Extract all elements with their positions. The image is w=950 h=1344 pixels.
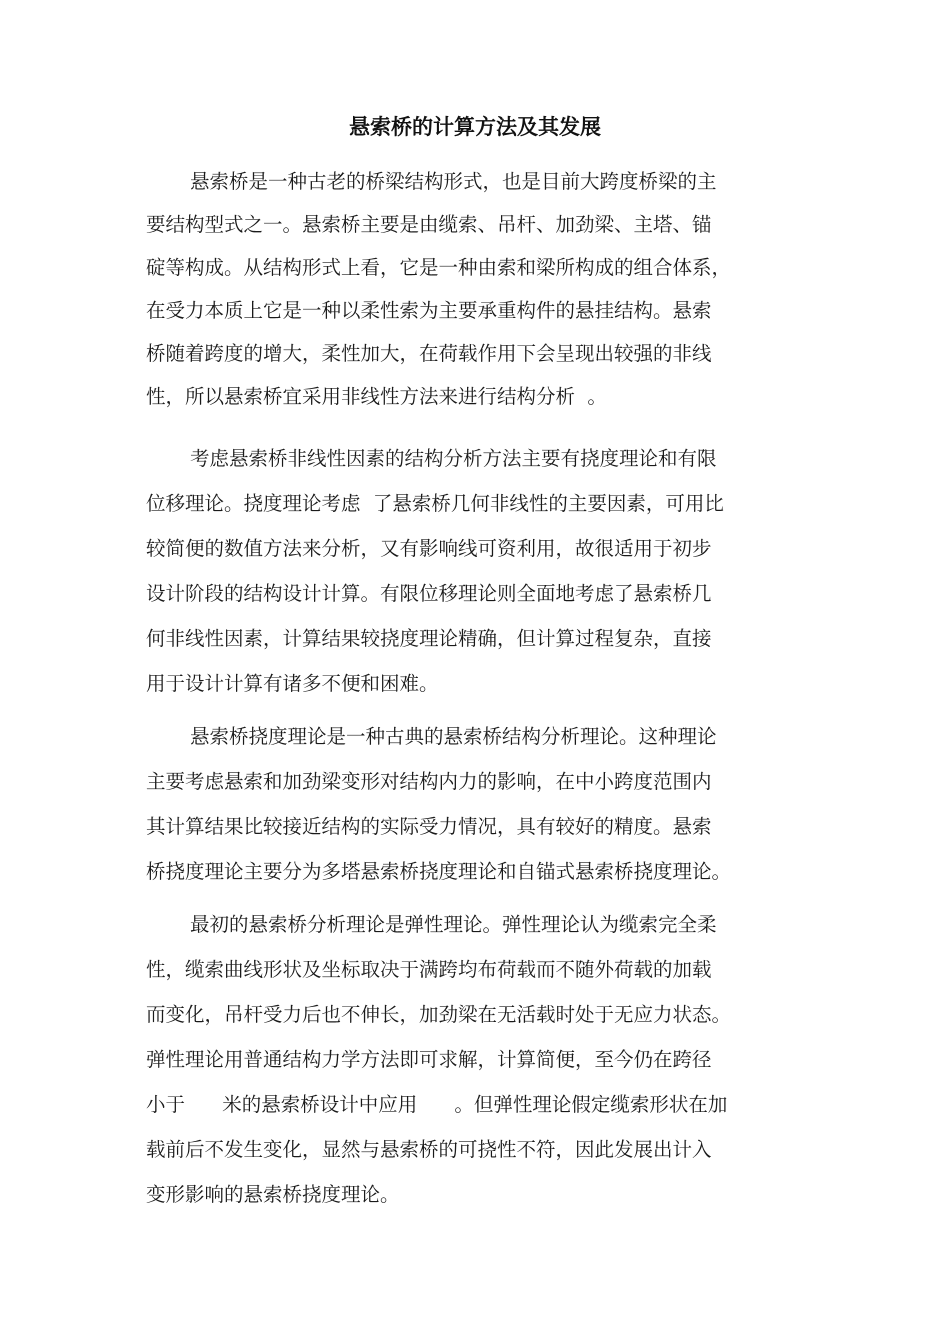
- paragraph-line: 性，缆索曲线形状及坐标取决于满跨均布荷载而不随外荷载的加载: [146, 958, 712, 981]
- paragraph-line: 桥挠度理论主要分为多塔悬索桥挠度理论和自锚式悬索桥挠度理论。: [146, 860, 732, 883]
- paragraph-line: 位移理论。挠度理论考虑 了悬索桥几何非线性的主要因素，可用比: [146, 492, 724, 515]
- paragraph-line: 桥随着跨度的增大，柔性加大，在荷载作用下会呈现出较强的非线: [146, 342, 712, 365]
- paragraph-line: 较简便的数值方法来分析，又有影响线可资利用，故很适用于初步: [146, 537, 712, 560]
- paragraph-line: 在受力本质上它是一种以柔性索为主要承重构件的悬挂结构。悬索: [146, 299, 712, 322]
- paragraph-line: 弹性理论用普通结构力学方法即可求解，计算简便，至今仍在跨径: [146, 1048, 712, 1071]
- paragraph-line: 性，所以悬索桥宜采用非线性方法来进行结构分析 。: [146, 385, 607, 408]
- paragraph-line: 何非线性因素，计算结果较挠度理论精确，但计算过程复杂，直接: [146, 627, 712, 650]
- paragraph-line: 最初的悬索桥分析理论是弹性理论。弹性理论认为缆索完全柔: [190, 913, 717, 936]
- paragraph-line: 用于设计计算有诸多不便和困难。: [146, 672, 439, 695]
- paragraph-line: 其计算结果比较接近结构的实际受力情况，具有较好的精度。悬索: [146, 815, 712, 838]
- paragraph-line: 考虑悬索桥非线性因素的结构分析方法主要有挠度理论和有限: [190, 447, 717, 470]
- paragraph-line: 要结构型式之一。悬索桥主要是由缆索、吊杆、加劲梁、主塔、锚: [146, 213, 712, 236]
- paragraph-line: 载前后不发生变化，显然与悬索桥的可挠性不符，因此发展出计入: [146, 1138, 712, 1161]
- paragraph-line: 悬索桥是一种古老的桥梁结构形式，也是目前大跨度桥梁的主: [190, 170, 717, 193]
- paragraph-line: 悬索桥挠度理论是一种古典的悬索桥结构分析理论。这种理论: [190, 725, 717, 748]
- paragraph-line: 小于 米的悬索桥设计中应用 。但弹性理论假定缆索形状在加: [146, 1093, 728, 1116]
- document-title: 悬索桥的计算方法及其发展: [349, 115, 601, 139]
- paragraph-line: 变形影响的悬索桥挠度理论。: [146, 1183, 400, 1206]
- paragraph-line: 设计阶段的结构设计计算。有限位移理论则全面地考虑了悬索桥几: [146, 582, 712, 605]
- paragraph-line: 碇等构成。从结构形式上看，它是一种由索和梁所构成的组合体系，: [146, 256, 732, 279]
- paragraph-line: 而变化，吊杆受力后也不伸长，加劲梁在无活载时处于无应力状态。: [146, 1003, 732, 1026]
- paragraph-line: 主要考虑悬索和加劲梁变形对结构内力的影响，在中小跨度范围内: [146, 770, 712, 793]
